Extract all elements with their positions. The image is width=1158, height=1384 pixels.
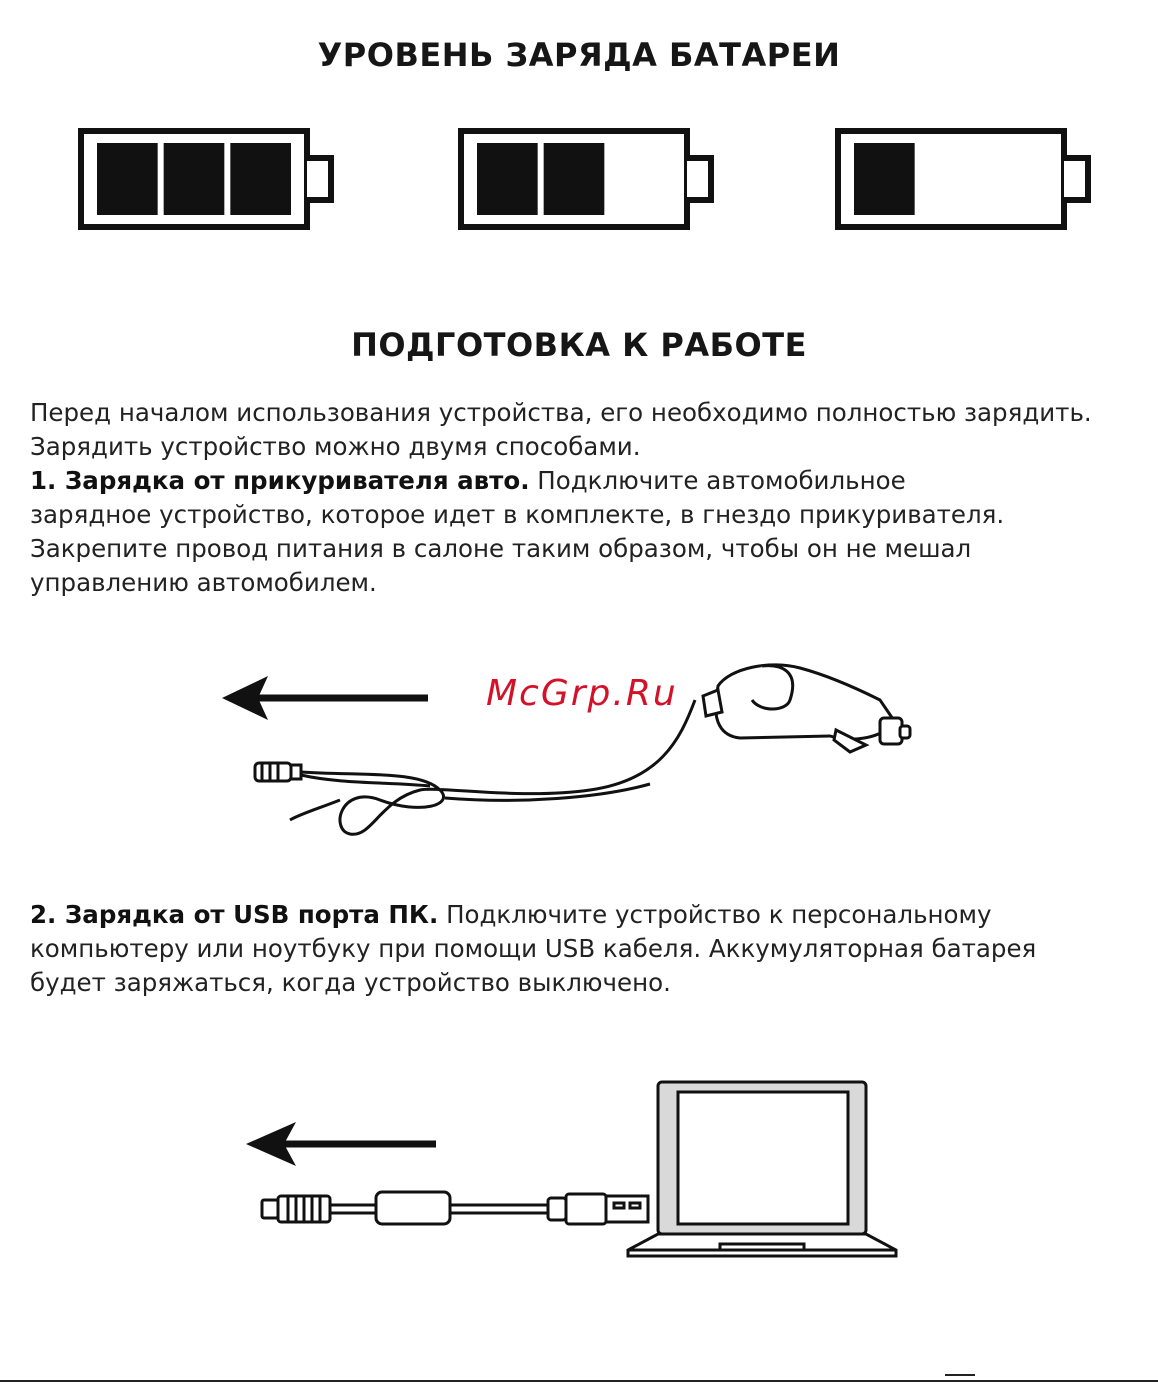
intro-line-1: Перед началом использования устройства, его необходимо полностью зарядить. [30,398,1092,427]
laptop-icon [628,1082,896,1256]
method-1-line-2: Закрепите провод питания в салоне таким образом, чтобы он не мешал управлению автомобилем. [30,534,972,597]
bottom-rule-mark [945,1374,975,1376]
method-2-title: 2. Зарядка от USB порта ПК. [30,900,439,929]
intro-line-2: Зарядить устройство можно двумя способами. [30,432,641,461]
watermark-text: McGrp.Ru [486,673,678,714]
method-1-text: Подключите автомобильное зарядное устройство, которое идет в комплекте, в гнездо прикуривателя. [30,466,1005,529]
usb-cable [330,1192,548,1224]
preparation-heading: ПОДГОТОВКА К РАБОТЕ [351,326,807,364]
mini-usb-plug-icon [262,1196,330,1222]
usb-a-plug-icon [548,1194,648,1224]
method-2-text: Подключите устройство к персональному компьютеру или ноутбуку при помощи USB кабеля. Аккумуляторная батарея будет заряжаться, когда устройство выключено. [30,900,1037,997]
bottom-rule [0,1380,1158,1382]
method-1-title: 1. Зарядка от прикуривателя авто. [30,466,530,495]
battery-level-heading: УРОВЕНЬ ЗАРЯДА БАТАРЕИ [317,36,841,74]
arrow-left-icon [246,1122,436,1166]
